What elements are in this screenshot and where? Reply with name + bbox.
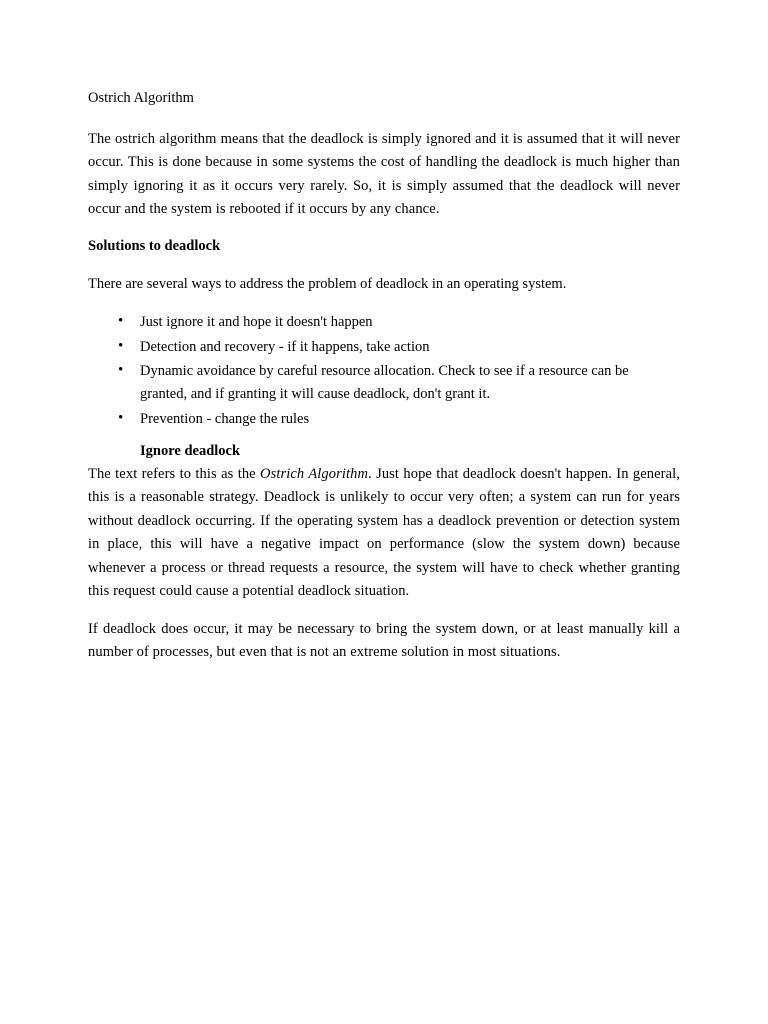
document-body [88,88,680,665]
list-item: • Just ignore it and hope it doesn't happen [140,311,660,334]
ignore-text-part2: . Just hope that deadlock doesn't happen. In general, this is a reasonable strategy. Deadlock is unlikely to occur very often; a system can run for years without deadlock occurring. If the operating system has a deadlock prevention or detection system in place, this will have a negative impact on performance (slow the system down) because whenever a process or thread requests a resource, the system will have to check whether granting this request could cause a potential deadlock situation. [88,465,680,600]
solutions-lead-paragraph: There are several ways to address the problem of deadlock in an operating system. [88,276,567,293]
list-item: • Prevention - change the rules [140,408,660,431]
ostrich-algorithm-emphasis: Ostrich Algorithm [260,465,369,482]
ignore-deadlock-paragraph [88,463,680,604]
page-title: Ostrich Algorithm [88,90,194,106]
list-item: • Detection and recovery - if it happens, take action [140,336,660,359]
subheading-ignore-deadlock: Ignore deadlock [140,443,241,460]
ignore-text-part1: The text refers to this as the [88,465,261,482]
solutions-list [88,311,680,432]
section-heading-solutions: Solutions to deadlock [88,237,221,254]
intro-paragraph: The ostrich algorithm means that the deadlock is simply ignored and it is assumed that it will never occur. This is done because in some systems the cost of handling the deadlock is much higher than simply ignoring it as it occurs very rarely. So, it is simply assumed that the deadlock will never occur and the system is rebooted if it occurs by any chance. [88,130,680,218]
closing-paragraph: If deadlock does occur, it may be necessary to bring the system down, or at least manually kill a number of processes, but even that is not an extreme solution in most situations. [88,620,680,661]
list-item: • Dynamic avoidance by careful resource allocation. Check to see if a resource can be granted, and if granting it will cause deadlock, don't grant it. [140,360,660,406]
